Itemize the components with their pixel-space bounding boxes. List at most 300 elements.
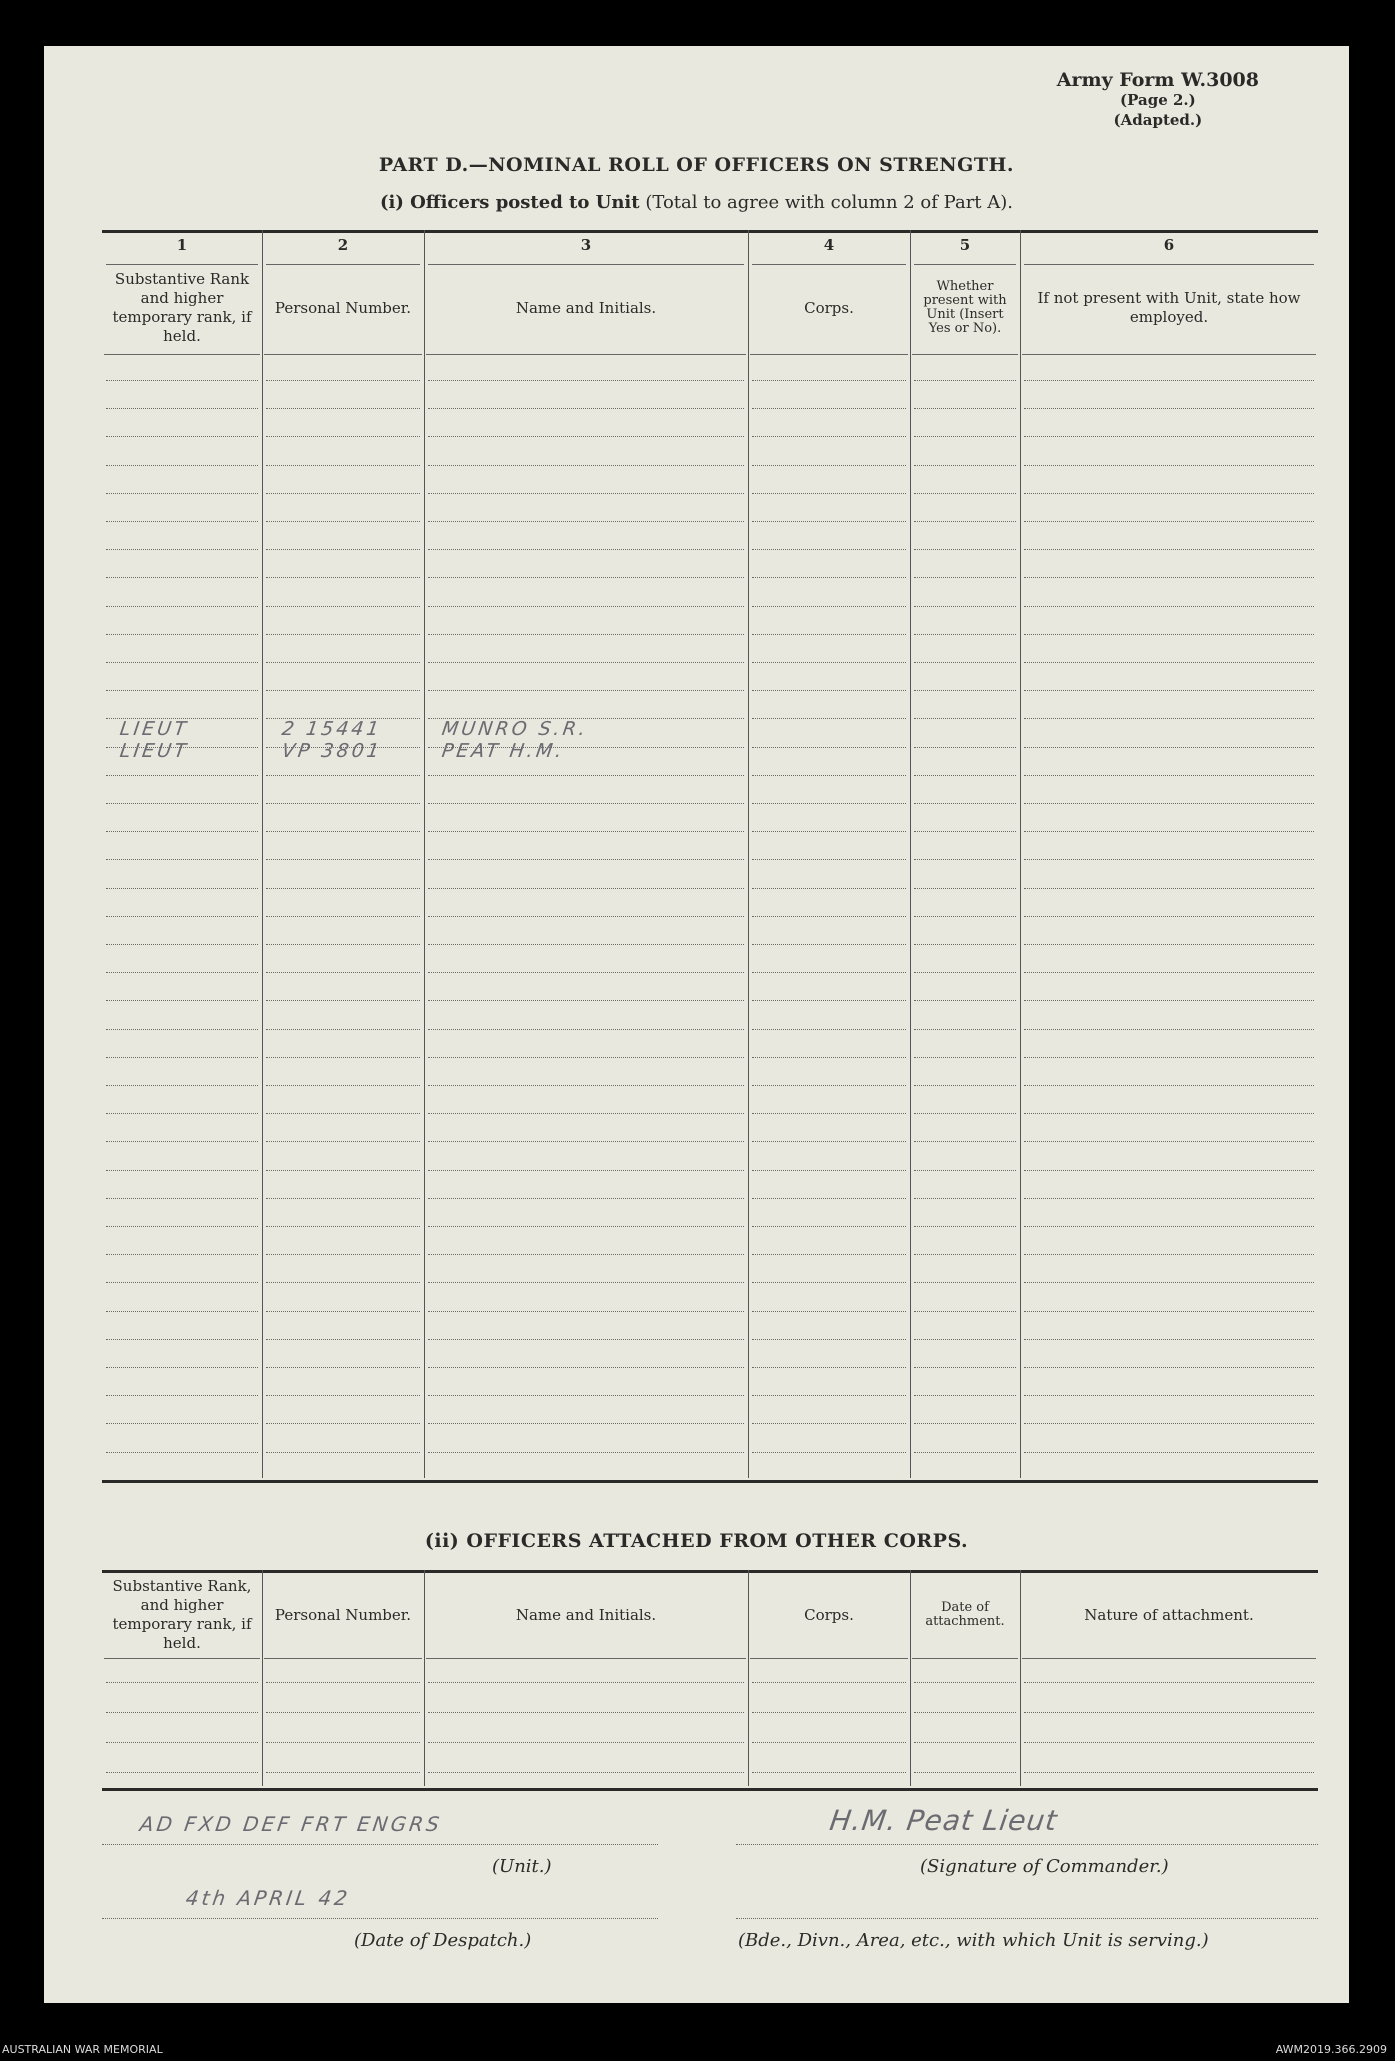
attached-row-line <box>266 1712 420 1713</box>
attached-header-rule <box>1022 1658 1316 1659</box>
table-row-line <box>106 436 258 437</box>
table-row-line <box>1024 493 1314 494</box>
table-row-line <box>752 1282 906 1283</box>
table-row-line <box>914 1113 1016 1114</box>
table-row-line <box>1024 1367 1314 1368</box>
table-row-line <box>914 408 1016 409</box>
table-row-line <box>1024 859 1314 860</box>
table-row-line <box>752 1029 906 1030</box>
table-row-line <box>428 1452 744 1453</box>
table-row-line <box>428 1367 744 1368</box>
table-row-line <box>752 1395 906 1396</box>
table-row-line <box>428 549 744 550</box>
table-row-line <box>428 577 744 578</box>
table-row-line <box>914 803 1016 804</box>
column-divider <box>424 230 425 1478</box>
table-row-line <box>752 1367 906 1368</box>
table-row-line <box>914 1085 1016 1086</box>
table-row-line <box>428 1000 744 1001</box>
table-row-line <box>106 1113 258 1114</box>
table-row-line <box>428 1282 744 1283</box>
table-row-line <box>106 1282 258 1283</box>
table-row-line <box>266 1198 420 1199</box>
table-row-line <box>752 493 906 494</box>
table-row-line <box>914 634 1016 635</box>
table-top-rule <box>102 230 1318 233</box>
table-row-line <box>752 859 906 860</box>
table-row-line <box>266 606 420 607</box>
table-row-line <box>914 1198 1016 1199</box>
column-number-1: 1 <box>176 236 188 254</box>
table-row-line <box>106 1423 258 1424</box>
table-row-line <box>106 1452 258 1453</box>
signature-line <box>736 1844 1318 1845</box>
table-row-line <box>1024 606 1314 607</box>
number-row-rule <box>106 264 258 265</box>
table-row-line <box>752 662 906 663</box>
attached-row-line <box>428 1742 744 1743</box>
table-row-line <box>1024 634 1314 635</box>
column-number-5: 5 <box>959 236 971 254</box>
officers-attached-table <box>102 1570 1318 1840</box>
table-row-line <box>1024 1141 1314 1142</box>
table-row-line <box>266 1254 420 1255</box>
table-row-line <box>106 1339 258 1340</box>
table-row-line <box>1024 1113 1314 1114</box>
column-number-3: 3 <box>580 236 592 254</box>
table-row-line <box>106 1170 258 1171</box>
table-row-line <box>106 1141 258 1142</box>
table-row-line <box>266 1311 420 1312</box>
column-header-6: If not present with Unit, state how employed. <box>1037 289 1301 326</box>
table-row-line <box>1024 831 1314 832</box>
table-row-line <box>266 1367 420 1368</box>
table-row-line <box>266 1029 420 1030</box>
unit-label: (Unit.) <box>492 1856 552 1877</box>
table-row-line <box>106 493 258 494</box>
table-row-line <box>266 436 420 437</box>
header-bottom-rule <box>426 354 746 355</box>
table-row-line <box>266 972 420 973</box>
table-row-line <box>914 662 1016 663</box>
table-row-line <box>106 859 258 860</box>
table-row-line <box>266 1057 420 1058</box>
table-row-line <box>914 747 1016 748</box>
column-header-3: Name and Initials. <box>515 298 657 317</box>
table-row-line <box>1024 690 1314 691</box>
table-row-line <box>752 831 906 832</box>
table-row-line <box>266 1339 420 1340</box>
table-row-line <box>266 1395 420 1396</box>
table-row-line <box>752 775 906 776</box>
table-row-line <box>428 803 744 804</box>
table-row-line <box>266 1000 420 1001</box>
attached-row-line <box>106 1712 258 1713</box>
table-row-line <box>752 888 906 889</box>
header-bottom-rule <box>912 354 1018 355</box>
table-row-line <box>914 549 1016 550</box>
entry-number: 2 15441 <box>280 718 384 740</box>
table-row-line <box>1024 944 1314 945</box>
table-row-line <box>1024 718 1314 719</box>
table-row-line <box>428 1029 744 1030</box>
table-row-line <box>266 690 420 691</box>
table-row-line <box>914 380 1016 381</box>
table-row-line <box>752 1452 906 1453</box>
table-row-line <box>106 888 258 889</box>
table-row-line <box>428 1057 744 1058</box>
attached-bottom-rule <box>102 1788 1318 1791</box>
table-row-line <box>428 1395 744 1396</box>
entry-rank: LIEUT <box>118 718 191 740</box>
table-row-line <box>106 408 258 409</box>
table-row-line <box>266 1170 420 1171</box>
table-row-line <box>1024 1423 1314 1424</box>
table-row-line <box>914 606 1016 607</box>
table-row-line <box>106 972 258 973</box>
table-row-line <box>1024 1254 1314 1255</box>
attached-row-line <box>106 1772 258 1773</box>
table-row-line <box>106 662 258 663</box>
table-row-line <box>752 972 906 973</box>
table-row-line <box>428 465 744 466</box>
column-header-2: Personal Number. <box>274 298 412 317</box>
number-row-rule <box>752 264 906 265</box>
table-row-line <box>106 634 258 635</box>
table-row-line <box>914 1226 1016 1227</box>
header-bottom-rule <box>750 354 908 355</box>
table-row-line <box>914 690 1016 691</box>
table-row-line <box>106 1226 258 1227</box>
table-row-line <box>428 1085 744 1086</box>
attached-row-line <box>752 1712 906 1713</box>
table-row-line <box>106 380 258 381</box>
number-row-rule <box>428 264 744 265</box>
attached-column-header-2: Personal Number. <box>274 1605 412 1624</box>
table-row-line <box>106 1367 258 1368</box>
section1-title-rest: (Total to agree with column 2 of Part A). <box>645 192 1013 213</box>
attached-column-divider <box>262 1570 263 1786</box>
table-row-line <box>106 803 258 804</box>
table-row-line <box>914 944 1016 945</box>
table-row-line <box>752 1000 906 1001</box>
column-header-4: Corps. <box>804 298 854 317</box>
table-row-line <box>914 718 1016 719</box>
table-row-line <box>914 1254 1016 1255</box>
table-row-line <box>428 1311 744 1312</box>
table-row-line <box>752 465 906 466</box>
part-title: PART D.—NOMINAL ROLL OF OFFICERS ON STRENGTH. <box>378 154 1015 176</box>
table-row-line <box>106 1000 258 1001</box>
attached-row-line <box>266 1742 420 1743</box>
attached-row-line <box>1024 1712 1314 1713</box>
table-row-line <box>914 1367 1016 1368</box>
table-row-line <box>1024 1395 1314 1396</box>
entry-rank: LIEUT <box>118 740 191 762</box>
table-row-line <box>914 916 1016 917</box>
attached-column-header-1: Substantive Rank, and higher temporary rank, if held. <box>112 1577 252 1652</box>
table-row-line <box>752 1311 906 1312</box>
table-row-line <box>266 380 420 381</box>
table-row-line <box>1024 577 1314 578</box>
table-row-line <box>752 1226 906 1227</box>
attached-row-line <box>428 1682 744 1683</box>
table-row-line <box>752 1141 906 1142</box>
table-row-line <box>428 690 744 691</box>
table-row-line <box>914 888 1016 889</box>
table-row-line <box>266 408 420 409</box>
header-bottom-rule <box>1022 354 1316 355</box>
table-row-line <box>914 859 1016 860</box>
table-row-line <box>1024 803 1314 804</box>
table-row-line <box>752 380 906 381</box>
column-number-2: 2 <box>337 236 349 254</box>
column-header-5: Whether present with Unit (Insert Yes or No). <box>923 279 1007 336</box>
table-row-line <box>1024 775 1314 776</box>
attached-header-rule <box>104 1658 260 1659</box>
table-row-line <box>752 690 906 691</box>
table-row-line <box>266 1452 420 1453</box>
table-row-line <box>266 521 420 522</box>
attached-row-line <box>1024 1742 1314 1743</box>
table-row-line <box>752 803 906 804</box>
attached-column-divider <box>424 1570 425 1786</box>
table-row-line <box>266 1282 420 1283</box>
table-row-line <box>428 662 744 663</box>
table-row-line <box>752 718 906 719</box>
table-row-line <box>106 577 258 578</box>
table-row-line <box>1024 747 1314 748</box>
table-row-line <box>428 606 744 607</box>
table-row-line <box>428 380 744 381</box>
table-row-line <box>1024 1452 1314 1453</box>
table-row-line <box>752 1198 906 1199</box>
formation-label: (Bde., Divn., Area, etc., with which Unit is serving.) <box>738 1930 1209 1951</box>
table-row-line <box>752 1254 906 1255</box>
table2-top-rule <box>102 1570 1318 1573</box>
table-row-line <box>266 888 420 889</box>
table-row-line <box>106 521 258 522</box>
header-bottom-rule <box>104 354 260 355</box>
table-row-line <box>266 1113 420 1114</box>
date-value: 4th APRIL 42 <box>184 1886 352 1910</box>
table-row-line <box>752 408 906 409</box>
column-divider <box>910 230 911 1478</box>
table-row-line <box>914 1423 1016 1424</box>
table-row-line <box>428 521 744 522</box>
attached-column-header-5: Date of attachment. <box>925 1600 1005 1629</box>
table-row-line <box>266 831 420 832</box>
table-row-line <box>1024 1226 1314 1227</box>
unit-line <box>102 1844 658 1845</box>
table-row-line <box>914 831 1016 832</box>
table-bottom-rule <box>102 1480 1318 1483</box>
table-row-line <box>266 1141 420 1142</box>
signature-value: H.M. Peat Lieut <box>827 1804 1060 1837</box>
table-row-line <box>106 1198 258 1199</box>
attached-column-header-3: Name and Initials. <box>515 1605 657 1624</box>
table-row-line <box>266 803 420 804</box>
entry-name: MUNRO S.R. <box>440 718 590 740</box>
unit-value: AD FXD DEF FRT ENGRS <box>138 1812 444 1836</box>
attached-header-rule <box>426 1658 746 1659</box>
table-row-line <box>914 1395 1016 1396</box>
table-row-line <box>106 1057 258 1058</box>
table-row-line <box>1024 1198 1314 1199</box>
table-row-line <box>1024 916 1314 917</box>
section1-title <box>44 192 1349 213</box>
number-row-rule <box>266 264 420 265</box>
table-row-line <box>106 606 258 607</box>
table-row-line <box>752 436 906 437</box>
table-row-line <box>428 1254 744 1255</box>
form-page <box>44 46 1349 2003</box>
attached-row-line <box>266 1772 420 1773</box>
table-row-line <box>428 1170 744 1171</box>
table-row-line <box>752 1423 906 1424</box>
table-row-line <box>428 831 744 832</box>
table-row-line <box>1024 380 1314 381</box>
table-row-line <box>752 634 906 635</box>
attached-column-divider <box>1020 1570 1021 1786</box>
column-divider <box>262 230 263 1478</box>
table-row-line <box>752 1057 906 1058</box>
table-row-line <box>1024 1311 1314 1312</box>
archive-name: AUSTRALIAN WAR MEMORIAL <box>2 2043 163 2056</box>
attached-row-line <box>428 1772 744 1773</box>
table-row-line <box>752 1113 906 1114</box>
table-row-line <box>752 577 906 578</box>
table-row-line <box>266 859 420 860</box>
attached-column-header-6: Nature of attachment. <box>1084 1605 1254 1624</box>
officers-posted-table <box>102 230 1318 1530</box>
table-row-line <box>428 1423 744 1424</box>
date-label: (Date of Despatch.) <box>354 1930 532 1951</box>
table-row-line <box>914 1029 1016 1030</box>
table-row-line <box>266 549 420 550</box>
attached-row-line <box>106 1682 258 1683</box>
table-row-line <box>1024 1057 1314 1058</box>
table-row-line <box>266 1423 420 1424</box>
table-row-line <box>428 436 744 437</box>
archive-bar <box>0 2038 1395 2061</box>
table-row-line <box>428 408 744 409</box>
table-row-line <box>428 972 744 973</box>
table-row-line <box>1024 549 1314 550</box>
table-row-line <box>1024 1000 1314 1001</box>
table-row-line <box>106 549 258 550</box>
table-row-line <box>428 1141 744 1142</box>
table-row-line <box>914 1170 1016 1171</box>
column-divider <box>748 230 749 1478</box>
table-row-line <box>428 493 744 494</box>
table-row-line <box>106 465 258 466</box>
table-row-line <box>752 944 906 945</box>
table-row-line <box>752 747 906 748</box>
form-adapted: (Adapted.) <box>1113 111 1203 129</box>
signature-label: (Signature of Commander.) <box>920 1856 1169 1877</box>
attached-row-line <box>1024 1772 1314 1773</box>
table-row-line <box>428 1198 744 1199</box>
table-row-line <box>914 1452 1016 1453</box>
column-divider <box>1020 230 1021 1478</box>
attached-row-line <box>752 1742 906 1743</box>
table-row-line <box>266 662 420 663</box>
form-page-number: (Page 2.) <box>1120 91 1196 109</box>
number-row-rule <box>914 264 1016 265</box>
table-row-line <box>266 493 420 494</box>
table-row-line <box>428 775 744 776</box>
table-row-line <box>266 916 420 917</box>
archive-id: AWM2019.366.2909 <box>1275 2043 1387 2056</box>
form-number: Army Form W.3008 <box>1056 69 1259 91</box>
table-row-line <box>1024 1170 1314 1171</box>
attached-header-rule <box>750 1658 908 1659</box>
attached-column-divider <box>910 1570 911 1786</box>
table-row-line <box>1024 1029 1314 1030</box>
table-row-line <box>106 944 258 945</box>
table-row-line <box>266 1085 420 1086</box>
table-row-line <box>266 775 420 776</box>
date-line <box>102 1918 658 1919</box>
header-bottom-rule <box>264 354 422 355</box>
table-row-line <box>106 1029 258 1030</box>
table-row-line <box>752 1085 906 1086</box>
table-row-line <box>914 465 1016 466</box>
table-row-line <box>752 1170 906 1171</box>
attached-header-rule <box>264 1658 422 1659</box>
formation-line <box>736 1918 1318 1919</box>
table-row-line <box>1024 436 1314 437</box>
table-row-line <box>914 1282 1016 1283</box>
table-row-line <box>266 944 420 945</box>
attached-row-line <box>428 1712 744 1713</box>
table-row-line <box>106 1254 258 1255</box>
attached-row-line <box>914 1772 1016 1773</box>
section2-title: (ii) OFFICERS ATTACHED FROM OTHER CORPS. <box>424 1530 969 1552</box>
table-row-line <box>266 465 420 466</box>
table-row-line <box>428 1339 744 1340</box>
attached-row-line <box>914 1742 1016 1743</box>
attached-row-line <box>1024 1682 1314 1683</box>
column-number-6: 6 <box>1163 236 1175 254</box>
table-row-line <box>428 634 744 635</box>
number-row-rule <box>1024 264 1314 265</box>
table-row-line <box>752 549 906 550</box>
form-identifier <box>1057 70 1259 130</box>
table-row-line <box>914 775 1016 776</box>
table-row-line <box>428 1226 744 1227</box>
attached-column-header-4: Corps. <box>804 1605 854 1624</box>
attached-row-line <box>266 1682 420 1683</box>
entry-name: PEAT H.M. <box>440 740 567 762</box>
table-row-line <box>1024 521 1314 522</box>
table-row-line <box>914 493 1016 494</box>
table-row-line <box>752 606 906 607</box>
table-row-line <box>1024 408 1314 409</box>
table-row-line <box>106 916 258 917</box>
table-row-line <box>914 1311 1016 1312</box>
table-row-line <box>1024 1339 1314 1340</box>
attached-row-line <box>752 1682 906 1683</box>
table-row-line <box>428 1113 744 1114</box>
table-row-line <box>266 634 420 635</box>
table-row-line <box>1024 1085 1314 1086</box>
table-row-line <box>914 1057 1016 1058</box>
attached-column-divider <box>748 1570 749 1786</box>
attached-row-line <box>914 1712 1016 1713</box>
table-row-line <box>106 831 258 832</box>
